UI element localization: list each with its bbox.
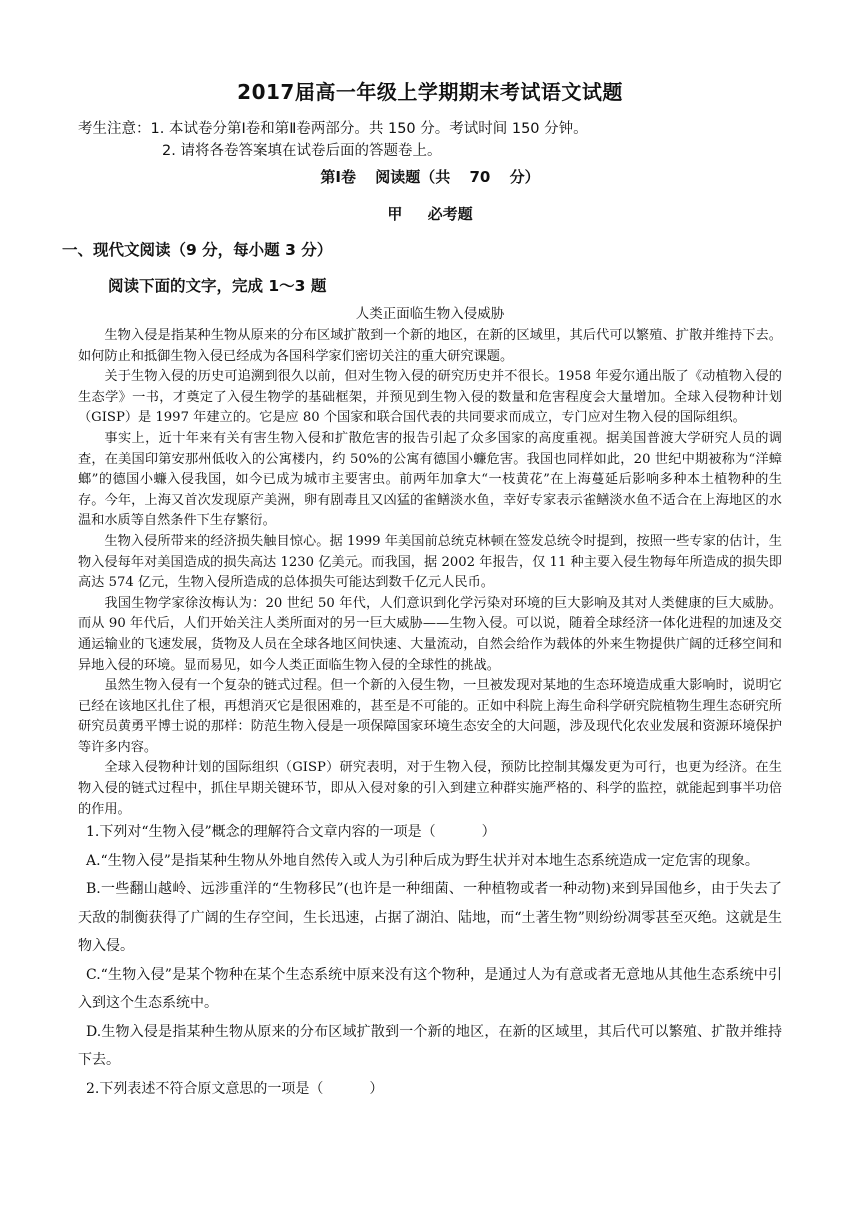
article-paragraph: 生物入侵所带来的经济损失触目惊心。据 1999 年美国前总统克林顿在签发总统令时提到，按照一些专家的估计，生物入侵每年对美国造成的损失高达 1230 亿美元。而我国，据 2002 年报告，仅 11 种主要入侵生物每年所造成的损失即高达 574 亿元，生物入侵所造成的总体损失可能达到数千亿元人民币。 xyxy=(78,533,782,591)
section-part: 第Ⅰ卷 xyxy=(320,168,357,186)
question-stem: 1.下列对“生物入侵”概念的理解符合文章内容的一项是（ xyxy=(86,824,436,840)
option-b: B.一些翻山越岭、远涉重洋的“生物移民”(也许是一种细菌、一种植物或者一种动物)来到异国他乡，由于失去了天敌的制衡获得了广阔的生存空间，生长迅速，占据了湖泊、陆地，而“土著生物”则纷纷凋零甚至灭绝。这就是生物入侵。 xyxy=(78,881,782,954)
option-a: A.“生物入侵”是指某种生物从外地自然传入或人为引种后成为野生状并对本地生态系统造成一定危害的现象。 xyxy=(86,852,759,869)
article-body xyxy=(78,326,782,820)
question-close: ） xyxy=(481,824,496,840)
article-paragraph: 虽然生物入侵有一个复杂的链式过程。但一个新的入侵生物，一旦被发现对某地的生态环境造成重大影响时，说明它已经在该地区扎住了根，再想消灭它是很困难的，甚至是不可能的。正如中科院上海生命科学研究院植物生理生态研究所研究员黄勇平博士说的那样：防范生物入侵是一项保障国家环境生态安全的大问题，涉及现代化农业发展和资源环境保护等许多内容。 xyxy=(78,678,782,755)
section-heading xyxy=(0,166,860,187)
question-2 xyxy=(78,1075,782,1104)
question-list xyxy=(78,818,782,1103)
question-stem: 2.下列表述不符合原文意思的一项是（ xyxy=(86,1080,324,1097)
article-paragraph: 全球入侵物种计划的国际组织（GISP）研究表明，对于生物入侵，预防比控制其爆发更为可行，也更为经济。在生物入侵的链式过程中，抓住早期关键环节，即从入侵对象的引入到建立种群实施严格的、科学的监控，就能起到事半功倍的作用。 xyxy=(78,760,782,817)
exam-notice xyxy=(78,118,588,162)
part-heading: 一、现代文阅读（9 分，每小题 3 分） xyxy=(62,241,333,259)
question-1 xyxy=(78,818,782,847)
subsection-name: 必考题 xyxy=(427,205,473,223)
option-c: C.“生物入侵”是某个物种在某个生态系统中原来没有这个物种，是通过人为有意或者无意地从其他生态系统中引入到这个生态系统中。 xyxy=(78,966,782,1011)
subsection-label: 甲 xyxy=(387,205,403,223)
notice-line-2: 2. 请将各卷答案填在试卷后面的答题卷上。 xyxy=(162,143,442,159)
article-paragraph: 关于生物入侵的历史可追溯到很久以前，但对生物入侵的研究历史并不很长。1958 年爱尔通出版了《动植物入侵的生态学》一书，才奠定了入侵生物学的基础框架，并预见到生物入侵的数量和危害程度会大量增加。全球入侵物种计划（GISP）是 1997 年建立的。它是应 80 个国家和联合国代表的共同要求而成立，专门应对生物入侵的国际组织。 xyxy=(78,369,782,426)
exam-title: 2017届高一年级上学期期末考试语文试题 xyxy=(237,80,623,104)
section-name: 阅读题（共 70 分） xyxy=(375,168,540,186)
reading-instruction: 阅读下面的文字，完成 1～3 题 xyxy=(108,277,327,295)
article-paragraph: 生物入侵是指某种生物从原来的分布区域扩散到一个新的地区，在新的区域里，其后代可以繁殖、扩散并维持下去。如何防止和抵御生物入侵已经成为各国科学家们密切关注的重大研究课题。 xyxy=(78,328,782,364)
question-close: ） xyxy=(369,1080,384,1097)
article-paragraph: 我国生物学家徐汝梅认为：20 世纪 50 年代，人们意识到化学污染对环境的巨大影响及其对人类健康的巨大威胁。而从 90 年代后，人们开始关注人类所面对的另一巨大威胁——生物入侵。可以说，随着全球经济一体化进程的加速及交通运输业的飞速发展，货物及人员在全球各地区间快速、大量流动，自然会给作为载体的外来生物提供广阔的迁移空间和异地入侵的环境。显而易见，如今人类正面临生物入侵的全球性的挑战。 xyxy=(78,595,782,673)
subsection-heading xyxy=(0,203,860,224)
article-title: 人类正面临生物入侵威胁 xyxy=(355,306,505,322)
article-paragraph: 事实上，近十年来有关有害生物入侵和扩散危害的报告引起了众多国家的高度重视。据美国普渡大学研究人员的调查，在美国印第安那州低收入的公寓楼内，约 50%的公寓有德国小蠊危害。我国也同样如此，20 世纪中期被称为“洋蟑螂”的德国小蠊入侵我国，如今已成为城市主要害虫。前两年加拿大“一枝黄花”在上海蔓延后影响多种本土植物种的生存。今年，上海又首次发现原产美洲，卵有剧毒且又凶猛的雀鳝淡水鱼，幸好专家表示雀鳝淡水鱼不适合在上海地区的水温和水质等自然条件下生存繁衍。 xyxy=(78,430,782,529)
notice-line-1: 考生注意：1. 本试卷分第Ⅰ卷和第Ⅱ卷两部分。共 150 分。考试时间 150 分钟。 xyxy=(78,121,588,137)
option-d: D.生物入侵是指某种生物从原来的分布区域扩散到一个新的地区，在新的区域里，其后代可以繁殖、扩散并维持下去。 xyxy=(78,1023,782,1068)
